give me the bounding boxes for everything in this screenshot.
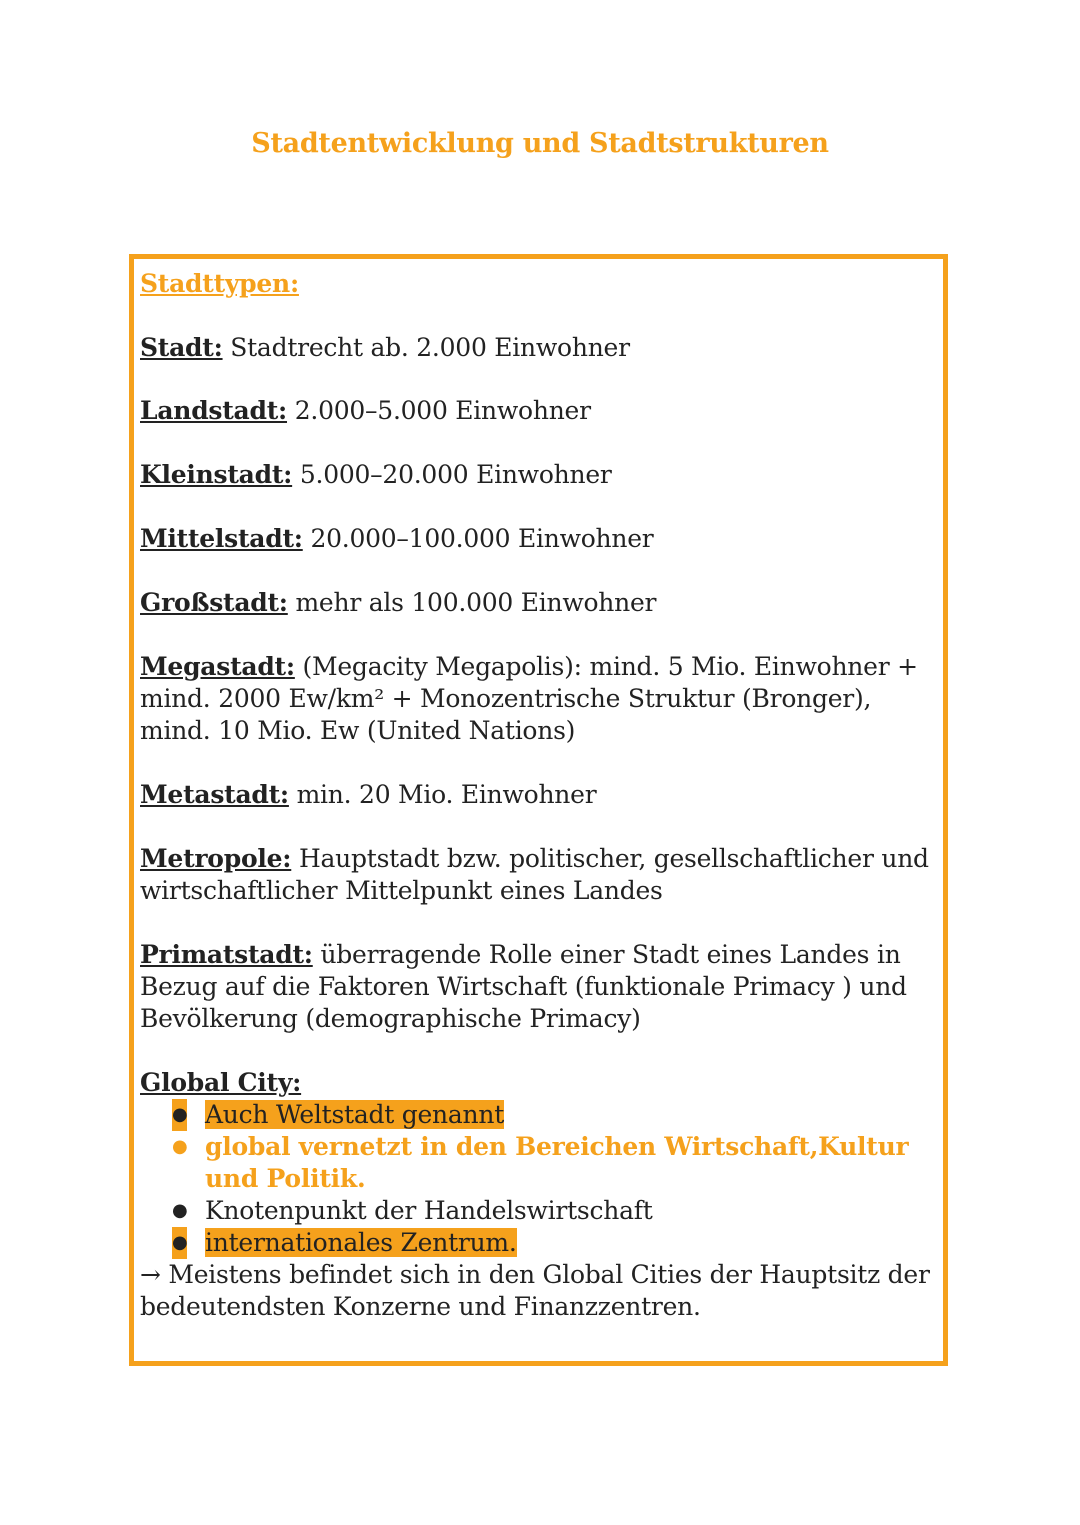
global-city-note: → Meistens befindet sich in den Global Cities der Hauptsitz der bedeutendsten Konzerne und Finanzzentren. [140,1260,930,1321]
term-label: Megastadt: [140,652,295,681]
emphasized-text: global vernetzt in den Bereichen Wirtschaft,Kultur und Politik. [205,1132,909,1193]
entry-landstadt [140,395,940,427]
global-city-heading [140,1067,940,1099]
global-city-list [140,1099,940,1259]
list-item [172,1227,940,1259]
page-title: Stadtentwicklung und Stadtstrukturen [251,128,829,159]
term-label: Großstadt: [140,588,288,617]
entry-stadt [140,332,940,364]
term-label: Kleinstadt: [140,460,293,489]
list-item [172,1099,940,1131]
section-heading: Stadttypen: [140,269,299,298]
term-description: mehr als 100.000 Einwohner [287,588,657,617]
term-description: überragende Rolle einer Stadt eines Landes in Bezug auf die Faktoren Wirtschaft (funktionale Primacy ) und Bevölkerung (demographische Primacy) [140,940,907,1033]
term-description: Stadtrecht ab. 2.000 Einwohner [222,333,630,362]
entry-metastadt [140,779,940,811]
highlighted-text: Auch Weltstadt genannt [205,1100,505,1129]
entry-mittelstadt [140,523,940,555]
term-description: Hauptstadt bzw. politischer, gesellschaftlicher und wirtschaftlicher Mittelpunkt eines Landes [140,844,929,905]
term-label: Landstadt: [140,396,288,425]
entry-megastadt [140,651,940,747]
term-label: Stadt: [140,333,223,362]
term-description: 5.000–20.000 Einwohner [292,460,612,489]
term-description: 20.000–100.000 Einwohner [302,524,654,553]
list-item [172,1131,940,1195]
highlighted-text: internationales Zentrum. [205,1228,517,1257]
term-label: Mittelstadt: [140,524,303,553]
term-description: min. 20 Mio. Einwohner [288,780,597,809]
list-item-text: Knotenpunkt der Handelswirtschaft [205,1196,653,1225]
entry-metropole [140,843,940,907]
list-item [172,1195,940,1227]
term-description: 2.000–5.000 Einwohner [287,396,591,425]
entry-primatstadt [140,939,940,1035]
term-label: Metropole: [140,844,292,873]
content-area [140,268,940,1323]
term-label: Metastadt: [140,780,289,809]
entry-grossstadt [140,587,940,619]
term-label: Primatstadt: [140,940,313,969]
term-description: (Megacity Megapolis): mind. 5 Mio. Einwohner + mind. 2000 Ew/km² + Monozentrische Struktur (Bronger), mind. 10 Mio. Ew (United Nations) [140,652,918,745]
term-label: Global City: [140,1068,302,1097]
entry-kleinstadt [140,459,940,491]
